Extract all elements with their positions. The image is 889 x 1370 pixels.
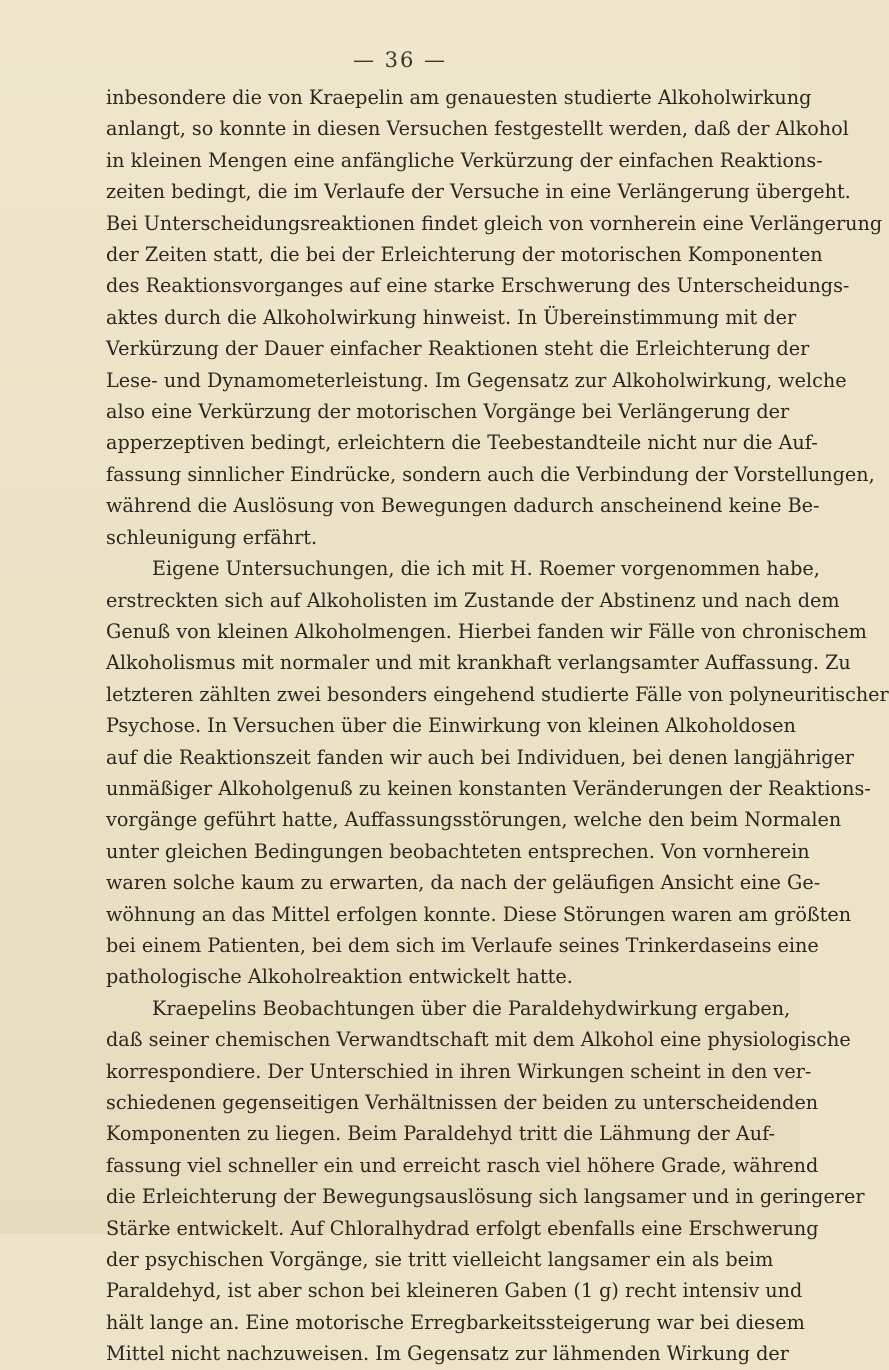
- text-line-38: der psychischen Vorgänge, sie tritt vielleicht langsamer ein als beim: [106, 1248, 774, 1272]
- text-line-13: fassung sinnlicher Eindrücke, sondern auch die Verbindung der Vorstellungen,: [106, 462, 875, 486]
- text-line-21: Psychose. In Versuchen über die Einwirkung von kleinen Alkoholdosen: [106, 714, 796, 738]
- text-line-26: waren solche kaum zu erwarten, da nach der geläufigen Ansicht eine Ge-: [106, 871, 821, 895]
- body-text: [106, 82, 889, 1370]
- text-line-31: daß seiner chemischen Verwandtschaft mit dem Alkohol eine physiologische: [106, 1028, 851, 1052]
- text-line-8: aktes durch die Alkoholwirkung hinweist. In Übereinstimmung mit der: [106, 305, 797, 329]
- text-line-12: apperzeptiven bedingt, erleichtern die Teebestandteile nicht nur die Auf-: [106, 431, 818, 455]
- text-line-6: der Zeiten statt, die bei der Erleichterung der motorischen Komponenten: [106, 243, 823, 267]
- text-line-18: Genuß von kleinen Alkoholmengen. Hierbei fanden wir Fälle von chronischem: [106, 619, 867, 643]
- text-line-15: schleunigung erfährt.: [106, 525, 318, 549]
- text-line-20: letzteren zählten zwei besonders eingehend studierte Fälle von polyneuritischer: [106, 682, 889, 706]
- text-line-2: anlangt, so konnte in diesen Versuchen festgestellt werden, daß der Alkohol: [106, 117, 849, 141]
- text-line-14: während die Auslösung von Bewegungen dadurch anscheinend keine Be-: [106, 494, 820, 518]
- text-line-11: also eine Verkürzung der motorischen Vorgänge bei Verlängerung der: [106, 400, 790, 424]
- text-line-34: Komponenten zu liegen. Beim Paraldehyd tritt die Lähmung der Auf-: [106, 1122, 775, 1146]
- text-line-28: bei einem Patienten, bei dem sich im Verlaufe seines Trinkerdaseins eine: [106, 933, 819, 957]
- text-line-27: wöhnung an das Mittel erfolgen konnte. Diese Störungen waren am größten: [106, 902, 852, 926]
- text-line-17: erstreckten sich auf Alkoholisten im Zustande der Abstinenz und nach dem: [106, 588, 840, 612]
- text-line-32: korrespondiere. Der Unterschied in ihren Wirkungen scheint in den ver-: [106, 1059, 812, 1083]
- text-line-36: die Erleichterung der Bewegungsauslösung sich langsamer und in geringerer: [106, 1185, 865, 1209]
- text-line-1: inbesondere die von Kraepelin am genauesten studierte Alkoholwirkung: [106, 86, 812, 109]
- text-line-25: unter gleichen Bedingungen beobachteten entsprechen. Von vornherein: [106, 839, 810, 863]
- text-line-24: vorgänge geführt hatte, Auffassungsstörungen, welche den beim Normalen: [106, 808, 842, 832]
- text-line-29: pathologische Alkoholreaktion entwickelt hatte.: [106, 965, 573, 989]
- text-line-4: zeiten bedingt, die im Verlaufe der Versuche in eine Verlängerung übergeht.: [106, 180, 851, 204]
- text-line-22: auf die Reaktionszeit fanden wir auch bei Individuen, bei denen langjähriger: [106, 745, 855, 769]
- text-line-33: schiedenen gegenseitigen Verhältnissen der beiden zu unterscheidenden: [106, 1091, 819, 1114]
- text-line-16: Eigene Untersuchungen, die ich mit H. Roemer vorgenommen habe,: [152, 557, 820, 581]
- text-line-37: Stärke entwickelt. Auf Chloralhydrad erfolgt ebenfalls eine Erschwerung: [106, 1216, 819, 1240]
- text-line-30: Kraepelins Beobachtungen über die Paraldehydwirkung ergaben,: [152, 996, 791, 1020]
- text-line-40: hält lange an. Eine motorische Erregbarkeitssteigerung war bei diesem: [106, 1310, 805, 1334]
- page-number: — 36 —: [352, 48, 448, 72]
- text-line-39: Paraldehyd, ist aber schon bei kleineren Gaben (1 g) recht intensiv und: [106, 1279, 803, 1303]
- text-line-19: Alkoholismus mit normaler und mit krankhaft verlangsamter Auffassung. Zu: [106, 651, 851, 675]
- text-line-10: Lese- und Dynamometerleistung. Im Gegensatz zur Alkoholwirkung, welche: [106, 368, 847, 392]
- text-line-35: fassung viel schneller ein und erreicht rasch viel höhere Grade, während: [106, 1153, 819, 1177]
- text-line-9: Verkürzung der Dauer einfacher Reaktionen steht die Erleichterung der: [106, 337, 810, 361]
- text-line-3: in kleinen Mengen eine anfängliche Verkürzung der einfachen Reaktions-: [106, 148, 823, 172]
- text-line-5: Bei Unterscheidungsreaktionen findet gleich von vornherein eine Verlängerung: [106, 211, 883, 235]
- text-line-41: Mittel nicht nachzuweisen. Im Gegensatz zur lähmenden Wirkung der: [106, 1342, 789, 1366]
- text-line-23: unmäßiger Alkoholgenuß zu keinen konstanten Veränderungen der Reaktions-: [106, 776, 871, 800]
- text-line-7: des Reaktionsvorganges auf eine starke Erschwerung des Unterscheidungs-: [106, 274, 850, 298]
